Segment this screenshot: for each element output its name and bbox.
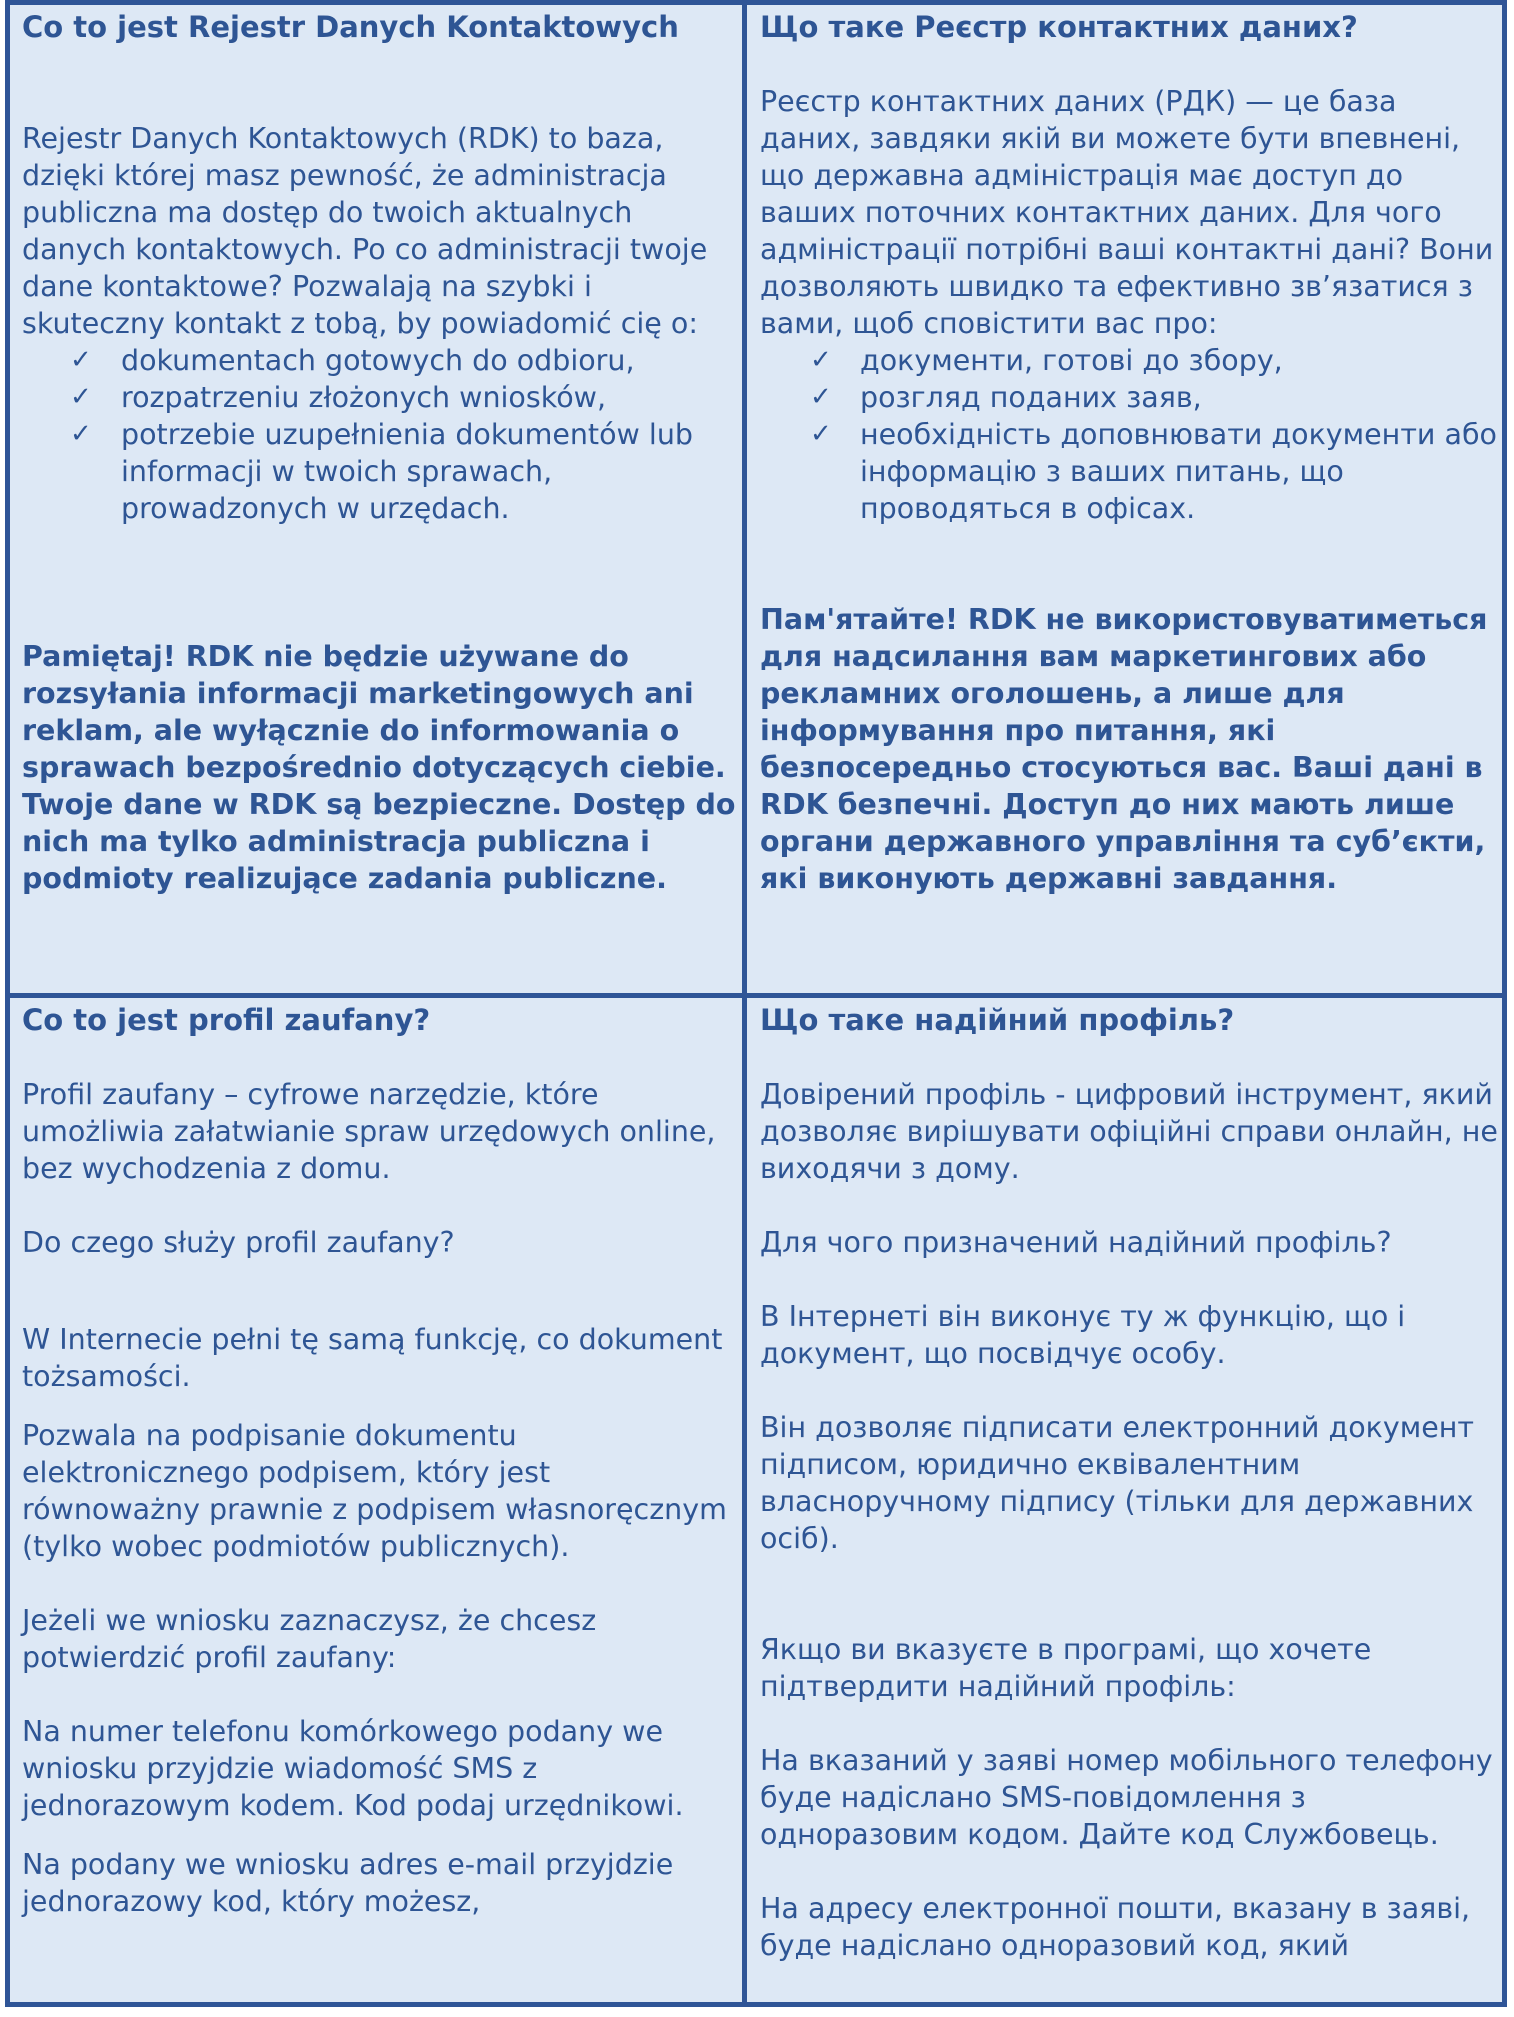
pz-uk-p2: Для чого призначений надійний профіль?	[760, 1226, 1392, 1259]
check-icon: ✓	[810, 345, 832, 375]
list-item-text: dokumentach gotowych do odbioru,	[121, 344, 635, 377]
pz-uk-p5: Якщо ви вказуєте в програмі, що хочете підтвердити надійний профіль:	[760, 1633, 1372, 1703]
pz-pl-p4: Pozwala na podpisanie dokumentu elektronicznego podpisem, który jest równoważny prawnie z podpisem własnoręcznym (tylko wobec podmiotów publicznych).	[22, 1419, 727, 1563]
rdk-uk-intro: Реєстр контактних даних (РДК) — це база даних, завдяки якій ви можете бути впевнені, що державна адміністрація має доступ до ваших поточних контактних даних. Для чого адміністрації потрібні ваші контактні дані? Вони дозволяють швидко та ефективно зв’язатися з вами, щоб сповістити вас про:	[760, 85, 1494, 340]
row-divider	[10, 993, 1502, 998]
pz-uk-p1: Довірений профіль - цифровий інструмент, який дозволяє вирішувати офіційні справи онлайн, не виходячи з дому.	[760, 1078, 1498, 1185]
pz-uk-p4: Він дозволяє підписати електронний документ підписом, юридично еквівалентним власноручному підпису (тільки для державних осіб).	[760, 1411, 1474, 1555]
cell-profile-ukrainian	[760, 1002, 1500, 1964]
pz-pl-p1: Profil zaufany – cyfrowe narzędzie, które umożliwia załatwianie spraw urzędowych online, bez wychodzenia z domu.	[22, 1078, 716, 1185]
pz-pl-p7: Na podany we wniosku adres e-mail przyjdzie jednorazowy kod, który możesz,	[22, 1848, 674, 1918]
list-item	[760, 342, 1500, 379]
check-icon: ✓	[70, 419, 92, 449]
rdk-pl-intro: Rejestr Danych Kontaktowych (RDK) to baza, dzięki której masz pewność, że administracja publiczna ma dostęp do twoich aktualnych danych kontaktowych. Po co administracji twoje dane kontaktowe? Pozwalają na szybki i skuteczny kontakt z tobą, by powiadomić cię o:	[22, 122, 708, 340]
rdk-uk-note: Пам'ятайте! RDK не використовуватиметься для надсилання вам маркетингових або рекламних оголошень, а лише для інформування про питання, які безпосередньо стосуються вас. Ваші дані в RDK безпечні. Доступ до них мають лише органи державного управління та суб’єкти, які виконують державні завдання.	[760, 603, 1488, 895]
check-icon: ✓	[70, 345, 92, 375]
pz-pl-p3: W Internecie pełni tę samą funkcję, co dokument tożsamości.	[22, 1323, 723, 1393]
pz-pl-p2: Do czego służy profil zaufany?	[22, 1226, 455, 1259]
pz-uk-p6: На вказаний у заяві номер мобільного телефону буде надіслано SMS-повідомлення з одноразовим кодом. Дайте код Службовець.	[760, 1744, 1493, 1851]
list-item-text: potrzebie uzupełnienia dokumentów lub informacji w twoich sprawach, prowadzonych w urzędach.	[121, 418, 693, 525]
list-item	[22, 342, 737, 379]
pz-pl-p5: Jeżeli we wniosku zaznaczysz, że chcesz potwierdzić profil zaufany:	[22, 1604, 597, 1674]
pz-uk-title: Що таке надійний профіль?	[760, 1003, 1235, 1037]
pz-uk-p3: В Інтернеті він виконує ту ж функцію, що і документ, що посвідчує особу.	[760, 1300, 1406, 1370]
cell-profile-polish	[22, 1002, 737, 1920]
bilingual-info-table	[5, 0, 1507, 2007]
rdk-uk-list	[760, 342, 1500, 527]
list-item-text: документи, готові до збору,	[860, 344, 1283, 377]
list-item-text: розгляд поданих заяв,	[860, 381, 1202, 414]
list-item	[760, 416, 1500, 527]
pz-pl-title: Co to jest profil zaufany?	[22, 1003, 431, 1037]
rdk-pl-note: Pamiętaj! RDK nie będzie używane do rozsyłania informacji marketingowych ani reklam, ale wyłącznie do informowania o sprawach bezpośrednio dotyczących ciebie. Twoje dane w RDK są bezpieczne. Dostęp do nich ma tylko administracja publiczna i podmioty realizujące zadania publiczne.	[22, 640, 736, 895]
list-item-text: необхідність доповнювати документи або інформацію з ваших питань, що проводяться в офісах.	[860, 418, 1497, 525]
list-item	[760, 379, 1500, 416]
cell-rdk-ukrainian	[760, 9, 1500, 897]
rdk-uk-title: Що таке Реєстр контактних даних?	[760, 10, 1358, 44]
pz-pl-p6: Na numer telefonu komórkowego podany we wniosku przyjdzie wiadomość SMS z jednorazowym kodem. Kod podaj urzędnikowi.	[22, 1715, 684, 1822]
check-icon: ✓	[70, 382, 92, 412]
cell-rdk-polish	[22, 9, 737, 897]
rdk-pl-list	[22, 342, 737, 527]
list-item	[22, 416, 737, 527]
list-item	[22, 379, 737, 416]
list-item-text: rozpatrzeniu złożonych wniosków,	[121, 381, 607, 414]
check-icon: ✓	[810, 382, 832, 412]
column-divider	[742, 5, 747, 2002]
rdk-pl-title: Co to jest Rejestr Danych Kontaktowych	[22, 10, 679, 44]
pz-uk-p7: На адресу електронної пошти, вказану в заяві, буде надіслано одноразовий код, який	[760, 1892, 1471, 1962]
check-icon: ✓	[810, 419, 832, 449]
